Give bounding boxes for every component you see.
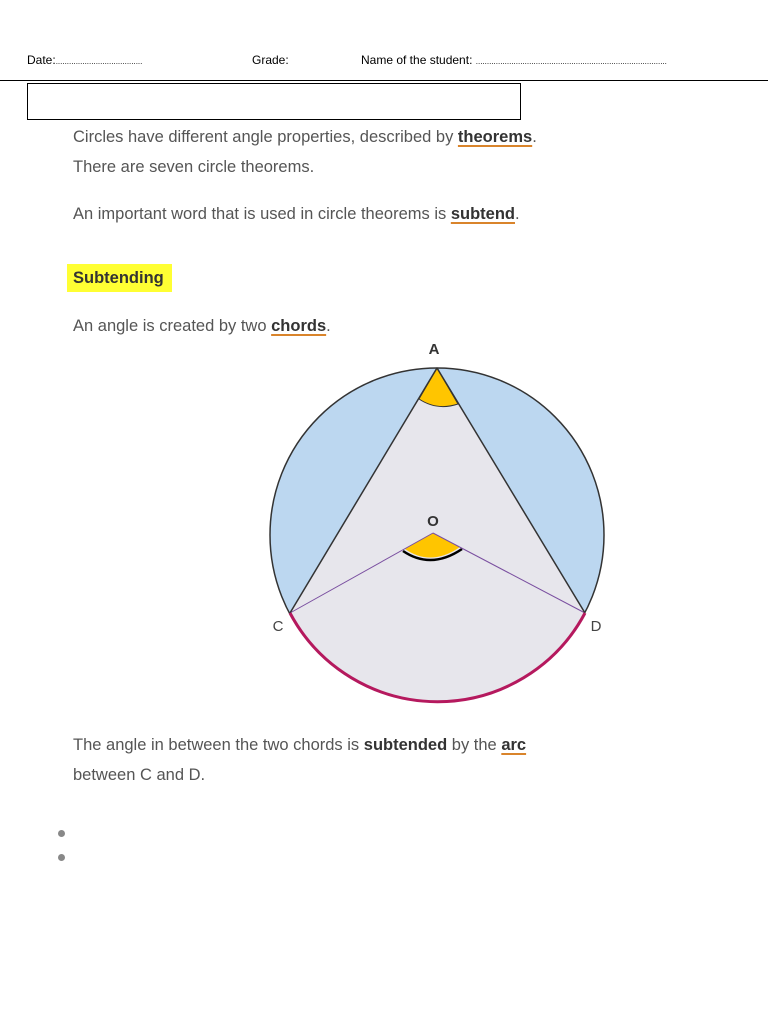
circle-theorem-diagram <box>262 336 612 710</box>
conclusion-line-1 <box>73 730 526 760</box>
intro-line-3-end: . <box>515 205 520 223</box>
label-d: D <box>590 618 602 635</box>
student-name-field[interactable] <box>361 53 667 67</box>
intro-line-1-end: . <box>532 128 537 146</box>
intro-line-2: There are seven circle theorems. <box>73 158 315 176</box>
keyword-arc: arc <box>501 736 527 754</box>
date-label: Date: <box>27 53 56 67</box>
student-name-blank: ...................................................................................... <box>475 57 667 66</box>
conclusion-text-a: The angle in between the two chords is <box>73 736 364 754</box>
label-c: C <box>272 618 284 635</box>
conclusion-text-b: by the <box>447 736 502 754</box>
date-blank: ....................................... <box>55 57 143 66</box>
grade-label: Grade: <box>252 53 289 67</box>
intro-line-3 <box>73 199 520 229</box>
keyword-subtended: subtended <box>363 736 448 754</box>
grade-field[interactable] <box>252 53 289 67</box>
header-divider <box>0 80 768 81</box>
intro-line-1 <box>73 122 537 152</box>
bullet-point <box>58 854 65 861</box>
keyword-subtend: subtend <box>450 205 515 223</box>
student-name-label: Name of the student: <box>361 53 473 67</box>
keyword-theorems: theorems <box>457 128 533 146</box>
label-o: O <box>427 513 439 530</box>
conclusion-line-2: between C and D. <box>73 766 206 784</box>
chords-line-end: . <box>326 317 331 335</box>
title-box[interactable] <box>27 83 521 120</box>
date-field[interactable] <box>27 53 142 67</box>
keyword-chords: chords <box>271 317 327 335</box>
intro-line-3-text: An important word that is used in circle theorems is <box>73 205 451 223</box>
label-a: A <box>428 341 440 358</box>
chords-line-text: An angle is created by two <box>73 317 272 335</box>
bullet-point <box>58 830 65 837</box>
section-heading: Subtending <box>67 264 172 292</box>
intro-line-1-text: Circles have different angle properties, described by <box>73 128 458 146</box>
